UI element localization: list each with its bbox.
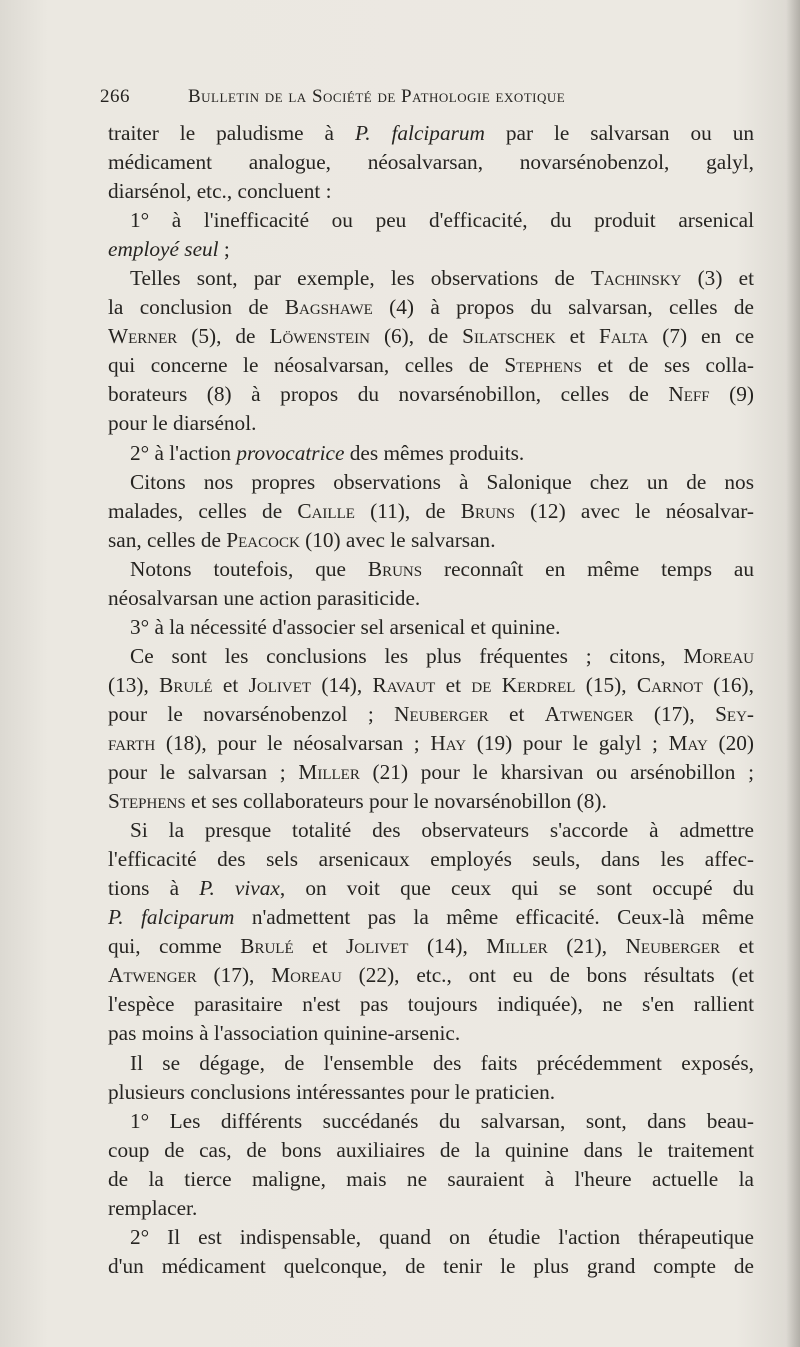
text-segment: (21), (547, 934, 626, 959)
text-segment: Il se dégage, de l'ensemble des faits précédemment exposés, (130, 1050, 754, 1075)
author-name: Moreau (271, 963, 342, 988)
text-line (108, 526, 754, 555)
text-line (108, 1107, 754, 1136)
author-name: Werner (108, 324, 178, 349)
text-line (108, 206, 754, 235)
text-segment: (16), (702, 672, 754, 697)
italic-text: provocatrice (236, 440, 345, 465)
author-name: Bagshawe (284, 295, 373, 320)
body-text (108, 119, 754, 1281)
author-name: Atwenger (108, 963, 197, 988)
text-segment: (20) (707, 730, 754, 755)
text-line (108, 468, 754, 497)
author-name: Miller (486, 934, 548, 959)
text-segment: par le salvarsan ou un (484, 121, 754, 145)
text-line (108, 439, 754, 468)
text-line (108, 700, 754, 729)
text-segment: san, celles de (108, 527, 227, 552)
text-segment: Notons toutefois, que (130, 556, 368, 581)
text-segment: (15), (575, 672, 637, 697)
text-line (108, 264, 754, 293)
text-segment: (17), (633, 701, 716, 726)
text-segment: (7) en ce (648, 324, 755, 349)
text-segment: qui, comme (108, 934, 241, 959)
text-segment: (14), (408, 934, 487, 959)
author-name: Tachinsky (590, 266, 682, 291)
text-segment: (19) pour le galyl ; (466, 730, 669, 755)
text-segment: des mêmes produits. (344, 440, 525, 465)
author-name: Carnot (636, 672, 703, 697)
text-line (108, 903, 754, 932)
author-name: Caille (297, 498, 355, 523)
text-line (108, 729, 754, 758)
author-name: Neff (668, 382, 710, 407)
text-line (108, 1136, 754, 1165)
text-line (108, 235, 754, 264)
text-segment: pour le salvarsan ; (108, 760, 299, 785)
author-name: Hay (430, 730, 467, 755)
author-name: Stephens (504, 353, 583, 378)
text-line (108, 990, 754, 1019)
text-line (108, 1223, 754, 1252)
text-line (108, 380, 754, 409)
author-name: Brulé (159, 672, 213, 697)
text-segment: et (293, 934, 347, 959)
text-segment: (4) à propos du salvarsan, celles de (372, 295, 754, 320)
text-segment: traiter le paludisme à (108, 121, 355, 145)
author-name: Ravaut (372, 672, 436, 697)
text-segment: médicament analogue, néosalvarsan, novarsénobenzol, galyl, (108, 150, 754, 175)
author-name: Silatschek (462, 324, 556, 349)
text-segment: tions à (108, 876, 200, 901)
text-segment: (22), etc., ont eu de bons résultats (et (341, 963, 754, 988)
journal-title: Bulletin de la Société de Pathologie exotique (188, 86, 566, 107)
text-segment: (18), pour le néosalvarsan ; (155, 730, 431, 755)
text-segment: ; (218, 237, 230, 262)
author-name: Falta (599, 324, 649, 349)
text-line (108, 293, 754, 322)
text-line (108, 351, 754, 380)
italic-text: P. vivax (199, 876, 280, 901)
text-line (108, 671, 754, 700)
text-segment: et (555, 324, 599, 349)
text-line (108, 874, 754, 903)
text-line (108, 119, 754, 148)
text-segment: coup de cas, de bons auxiliaires de la quinine dans le traitement (108, 1137, 754, 1162)
text-line (108, 148, 754, 177)
text-line (108, 816, 754, 845)
text-segment: qui concerne le néosalvarsan, celles de (108, 353, 505, 378)
text-segment: d'un médicament quelconque, de tenir le plus grand compte de (108, 1253, 754, 1278)
text-segment: diarsénol, etc., concluent : (108, 179, 332, 204)
text-segment: (11), de (354, 498, 461, 523)
author-name: Peacock (226, 527, 300, 552)
text-segment: 2° à l'action (130, 440, 237, 465)
text-segment: reconnaît en même temps au (422, 556, 754, 581)
text-segment: borateurs (8) à propos du novarsénobillon, celles de (108, 382, 669, 407)
text-line (108, 932, 754, 961)
text-segment: (17), (196, 963, 272, 988)
text-segment: (14), (311, 672, 373, 697)
text-segment: n'admettent pas la même efficacité. Ceux-là même (234, 905, 754, 930)
text-segment: 3° à la nécessité d'associer sel arsenical et quinine. (130, 614, 561, 639)
text-segment: (9) (709, 382, 754, 407)
text-line (108, 555, 754, 584)
text-segment: , on voit que ceux qui se sont occupé du (279, 876, 754, 901)
text-line (108, 1194, 754, 1223)
text-segment: de la tierce maligne, mais ne sauraient à l'heure actuelle la (108, 1166, 754, 1191)
text-segment: pas moins à l'association quinine-arsenic. (108, 1021, 461, 1046)
text-segment: et (488, 701, 545, 726)
author-name: Stephens (108, 789, 186, 814)
text-line (108, 409, 754, 438)
text-segment: Telles sont, par exemple, les observations de (130, 266, 591, 291)
text-segment: (6), de (369, 324, 463, 349)
text-segment: et ses collaborateurs pour le novarsénobillon (8). (185, 789, 607, 814)
text-line (108, 787, 754, 816)
text-segment: (3) et (681, 266, 754, 291)
author-name: Bruns (367, 556, 423, 581)
author-name: farth (108, 730, 156, 755)
text-segment: 1° Les différents succédanés du salvarsan, sont, dans beau- (130, 1108, 754, 1133)
text-segment: (21) pour le kharsivan ou arsénobillon ; (359, 760, 754, 785)
text-segment: et (212, 672, 249, 697)
text-segment: Si la presque totalité des observateurs s'accorde à admettre (130, 818, 754, 843)
author-name: Atwenger (544, 701, 634, 726)
author-name: de Kerdrel (471, 672, 576, 697)
text-segment: (12) avec le néosalvar- (514, 498, 755, 523)
text-segment: pour le novarsénobenzol ; (108, 701, 395, 726)
text-line (108, 497, 754, 526)
text-segment: malades, celles de (108, 498, 298, 523)
text-line (108, 1252, 754, 1281)
text-segment: 2° Il est indispensable, quand on étudie l'action thérapeutique (130, 1224, 754, 1249)
text-segment: néosalvarsan une action parasiticide. (108, 585, 421, 610)
text-segment: (5), de (177, 324, 270, 349)
text-segment: Citons nos propres observations à Salonique chez un de nos (130, 469, 754, 494)
text-line (108, 613, 754, 642)
text-line (108, 642, 754, 671)
text-segment: et de ses colla- (582, 353, 754, 378)
running-header (100, 86, 660, 116)
text-line (108, 1078, 754, 1107)
author-name: Neuberger (394, 701, 489, 726)
author-name: May (668, 730, 708, 755)
text-segment: la conclusion de (108, 295, 285, 320)
text-line (108, 845, 754, 874)
text-segment: et (435, 672, 472, 697)
author-name: Jolivet (248, 672, 312, 697)
author-name: Neuberger (625, 934, 721, 959)
text-segment: remplacer. (108, 1195, 198, 1220)
author-name: Jolivet (346, 934, 409, 959)
text-segment: et (720, 934, 754, 959)
text-segment: l'efficacité des sels arsenicaux employés seuls, dans les affec- (108, 847, 754, 872)
text-line (108, 1019, 754, 1048)
page-number: 266 (100, 86, 130, 107)
author-name: Bruns (460, 498, 515, 523)
text-line (108, 177, 754, 206)
text-line (108, 961, 754, 990)
page-edge-shadow (786, 0, 800, 1347)
text-segment: plusieurs conclusions intéressantes pour le praticien. (108, 1079, 556, 1104)
author-name: Brulé (240, 934, 294, 959)
author-name: Moreau (683, 643, 754, 668)
text-line (108, 322, 754, 351)
text-line (108, 758, 754, 787)
text-segment: pour le diarsénol. (108, 411, 257, 436)
text-line (108, 1165, 754, 1194)
text-segment: (10) avec le salvarsan. (299, 527, 496, 552)
text-segment: 1° à l'inefficacité ou peu d'efficacité, du produit arsenical (130, 208, 754, 233)
text-segment: (13), (108, 672, 160, 697)
author-name: Sey- (715, 701, 754, 726)
italic-text: P. falciparum (108, 905, 235, 930)
text-segment: l'espèce parasitaire n'est pas toujours indiquée), ne s'en rallient (108, 992, 754, 1017)
author-name: Löwenstein (269, 324, 370, 349)
italic-text: employé seul (108, 237, 219, 262)
text-line (108, 1049, 754, 1078)
italic-text: P. falciparum (354, 121, 485, 145)
text-segment: Ce sont les conclusions les plus fréquentes ; citons, (130, 643, 684, 668)
text-line (108, 584, 754, 613)
author-name: Miller (298, 760, 360, 785)
